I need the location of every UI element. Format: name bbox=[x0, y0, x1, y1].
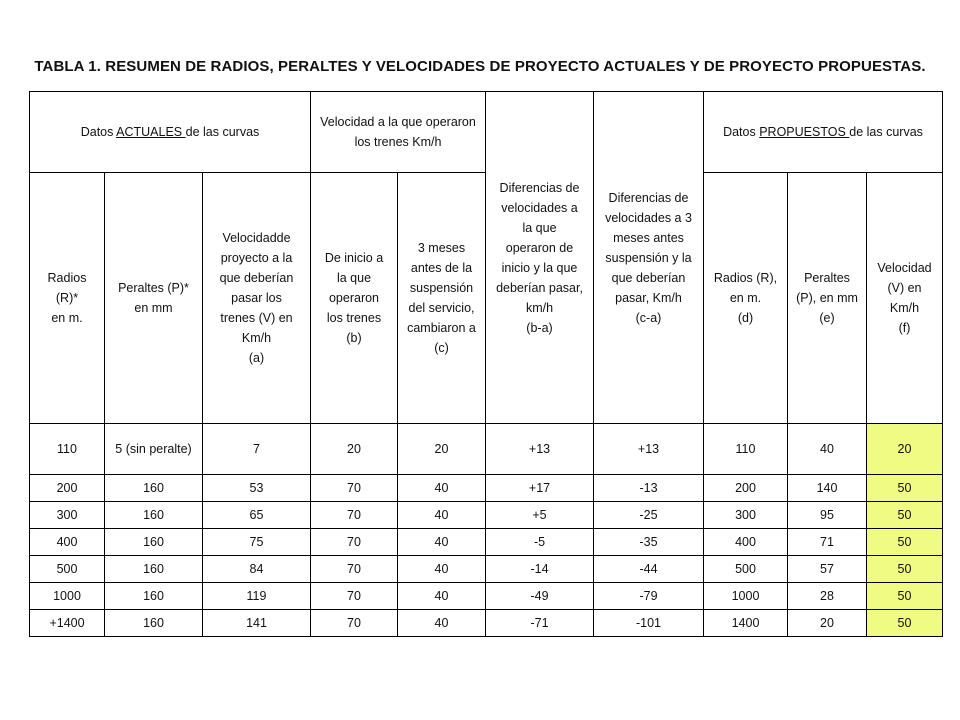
cell-tres-meses: 40 bbox=[398, 475, 486, 502]
cell-peralte-prop: 28 bbox=[788, 583, 867, 610]
cell-vel-prop: 50 bbox=[867, 556, 943, 583]
header-line: pasar, Km/h bbox=[615, 290, 682, 305]
cell-peralte-prop: 95 bbox=[788, 502, 867, 529]
cell-peralte: 160 bbox=[105, 529, 203, 556]
header-line: en m. bbox=[729, 291, 762, 305]
cell-vel-prop: 50 bbox=[867, 583, 943, 610]
cell-peralte-prop: 140 bbox=[788, 475, 867, 502]
cell-radio-prop: 400 bbox=[704, 529, 788, 556]
cell-radio: 300 bbox=[30, 502, 105, 529]
header-line: (e) bbox=[819, 311, 835, 325]
cell-dif-ca: -13 bbox=[594, 475, 704, 502]
cell-radio-prop: 200 bbox=[704, 475, 788, 502]
header-line: Diferencias de bbox=[499, 180, 580, 195]
header-line: cambiaron a bbox=[407, 321, 476, 335]
cell-vel-prop: 50 bbox=[867, 475, 943, 502]
cell-vel-prop: 50 bbox=[867, 610, 943, 637]
cell-inicio: 70 bbox=[311, 610, 398, 637]
header-radios-propuestos bbox=[704, 173, 788, 424]
cell-vel-prop: 50 bbox=[867, 502, 943, 529]
cell-vel-proyecto: 65 bbox=[203, 502, 311, 529]
cell-vel-prop: 20 bbox=[867, 424, 943, 475]
cell-inicio: 70 bbox=[311, 475, 398, 502]
cell-tres-meses: 40 bbox=[398, 583, 486, 610]
cell-dif-ca: -35 bbox=[594, 529, 704, 556]
header-line: Velocidadde bbox=[222, 231, 291, 245]
header-line: operaron bbox=[328, 291, 380, 305]
header-line: 3 meses bbox=[417, 241, 466, 255]
header-line: (b) bbox=[346, 331, 362, 345]
header-line: que deberían bbox=[219, 271, 294, 285]
cell-dif-ca: -44 bbox=[594, 556, 704, 583]
cell-dif-ba: -71 bbox=[486, 610, 594, 637]
cell-radio-prop: 500 bbox=[704, 556, 788, 583]
cell-tres-meses: 20 bbox=[398, 424, 486, 475]
cell-dif-ca: -79 bbox=[594, 583, 704, 610]
cell-inicio: 70 bbox=[311, 502, 398, 529]
cell-tres-meses: 40 bbox=[398, 529, 486, 556]
header-line: suspensión bbox=[409, 281, 474, 295]
cell-radio-prop: 1400 bbox=[704, 610, 788, 637]
header-line: (V) en bbox=[887, 281, 922, 295]
header-line: proyecto a la bbox=[220, 251, 293, 265]
header-line: inicio y la que bbox=[501, 260, 578, 275]
header-line: meses antes bbox=[613, 230, 684, 245]
table-row bbox=[30, 502, 943, 529]
cell-radio: 500 bbox=[30, 556, 105, 583]
header-line: km/h bbox=[525, 300, 554, 315]
header-actuales: Datos ACTUALES de las curvas bbox=[30, 92, 311, 173]
header-tres-meses bbox=[398, 173, 486, 424]
cell-radio: 200 bbox=[30, 475, 105, 502]
table-row bbox=[30, 583, 943, 610]
cell-dif-ba: +17 bbox=[486, 475, 594, 502]
cell-radio-prop: 1000 bbox=[704, 583, 788, 610]
header-line: velocidades a bbox=[501, 200, 578, 215]
data-table bbox=[29, 91, 943, 637]
cell-inicio: 70 bbox=[311, 529, 398, 556]
header-line: (d) bbox=[737, 311, 754, 325]
cell-dif-ba: -14 bbox=[486, 556, 594, 583]
cell-peralte: 160 bbox=[105, 556, 203, 583]
header-dif-3meses bbox=[594, 92, 704, 424]
header-line: deberían pasar, bbox=[496, 280, 583, 295]
header-propuestos: Datos PROPUESTOS de las curvas bbox=[704, 92, 943, 173]
header-line: Radios bbox=[47, 271, 87, 285]
header-line: antes de la bbox=[410, 261, 473, 275]
cell-tres-meses: 40 bbox=[398, 610, 486, 637]
header-line: Km/h bbox=[241, 331, 272, 345]
header-line: la que bbox=[522, 220, 557, 235]
cell-peralte: 160 bbox=[105, 502, 203, 529]
header-velocidad-operaron: Velocidad a la que operaron los trenes Km/h bbox=[311, 92, 486, 173]
cell-vel-proyecto: 7 bbox=[203, 424, 311, 475]
header-line: Velocidad bbox=[877, 261, 932, 275]
header-line: Radios (R), bbox=[713, 271, 778, 285]
cell-vel-proyecto: 53 bbox=[203, 475, 311, 502]
header-line: en m. bbox=[51, 311, 83, 325]
header-line: Peraltes (P)* bbox=[118, 281, 189, 295]
header-de-inicio bbox=[311, 173, 398, 424]
cell-radio: +1400 bbox=[30, 610, 105, 637]
cell-radio-prop: 300 bbox=[704, 502, 788, 529]
header-radios bbox=[30, 173, 105, 424]
cell-peralte: 160 bbox=[105, 610, 203, 637]
cell-radio: 1000 bbox=[30, 583, 105, 610]
header-peraltes bbox=[105, 173, 203, 424]
cell-dif-ca: -25 bbox=[594, 502, 704, 529]
cell-peralte: 160 bbox=[105, 475, 203, 502]
header-line: (a) bbox=[248, 351, 265, 365]
cell-dif-ba: +13 bbox=[486, 424, 594, 475]
header-line: (b-a) bbox=[526, 320, 553, 335]
header-peraltes-propuestos bbox=[788, 173, 867, 424]
cell-peralte-prop: 71 bbox=[788, 529, 867, 556]
cell-tres-meses: 40 bbox=[398, 556, 486, 583]
table-row bbox=[30, 556, 943, 583]
cell-radio-prop: 110 bbox=[704, 424, 788, 475]
cell-radio: 110 bbox=[30, 424, 105, 475]
table-row bbox=[30, 475, 943, 502]
header-line: trenes (V) en bbox=[220, 311, 293, 325]
header-line: (P), en mm bbox=[796, 291, 858, 305]
cell-peralte-prop: 20 bbox=[788, 610, 867, 637]
header-line: (c-a) bbox=[635, 310, 662, 325]
cell-inicio: 70 bbox=[311, 556, 398, 583]
header-line: (R)* bbox=[55, 291, 79, 305]
header-line: Diferencias de bbox=[608, 190, 689, 205]
header-line: velocidades a 3 bbox=[605, 210, 692, 225]
cell-vel-proyecto: 75 bbox=[203, 529, 311, 556]
cell-inicio: 20 bbox=[311, 424, 398, 475]
cell-vel-prop: 50 bbox=[867, 529, 943, 556]
header-velocidad-propuesta bbox=[867, 173, 943, 424]
header-line: pasar los bbox=[231, 291, 282, 305]
table-row bbox=[30, 529, 943, 556]
table-title: TABLA 1. RESUMEN DE RADIOS, PERALTES Y VELOCIDADES DE PROYECTO ACTUALES Y DE PROYECTO PROPUESTAS. bbox=[34, 58, 926, 75]
cell-vel-proyecto: 141 bbox=[203, 610, 311, 637]
header-line: en mm bbox=[134, 301, 173, 315]
header-line: (c) bbox=[434, 341, 449, 355]
header-line: los trenes bbox=[326, 311, 382, 325]
header-line: operaron de bbox=[505, 240, 574, 255]
cell-peralte: 5 (sin peralte) bbox=[105, 424, 203, 475]
header-line: Peraltes bbox=[804, 271, 850, 285]
header-line: Km/h bbox=[889, 301, 920, 315]
cell-dif-ca: -101 bbox=[594, 610, 704, 637]
cell-vel-proyecto: 84 bbox=[203, 556, 311, 583]
header-line: suspensión y la bbox=[605, 250, 692, 265]
cell-vel-proyecto: 119 bbox=[203, 583, 311, 610]
cell-radio: 400 bbox=[30, 529, 105, 556]
table-row bbox=[30, 610, 943, 637]
cell-peralte-prop: 40 bbox=[788, 424, 867, 475]
cell-peralte-prop: 57 bbox=[788, 556, 867, 583]
header-velocidad-proyecto bbox=[203, 173, 311, 424]
table-row bbox=[30, 424, 943, 475]
cell-inicio: 70 bbox=[311, 583, 398, 610]
header-line: la que bbox=[336, 271, 372, 285]
header-dif-inicio bbox=[486, 92, 594, 424]
header-line: que deberían bbox=[611, 270, 686, 285]
header-line: del servicio, bbox=[408, 301, 475, 315]
header-line: De inicio a bbox=[324, 251, 384, 265]
header-line: (f) bbox=[898, 321, 911, 335]
cell-dif-ba: +5 bbox=[486, 502, 594, 529]
cell-dif-ca: +13 bbox=[594, 424, 704, 475]
cell-tres-meses: 40 bbox=[398, 502, 486, 529]
cell-dif-ba: -5 bbox=[486, 529, 594, 556]
cell-dif-ba: -49 bbox=[486, 583, 594, 610]
cell-peralte: 160 bbox=[105, 583, 203, 610]
